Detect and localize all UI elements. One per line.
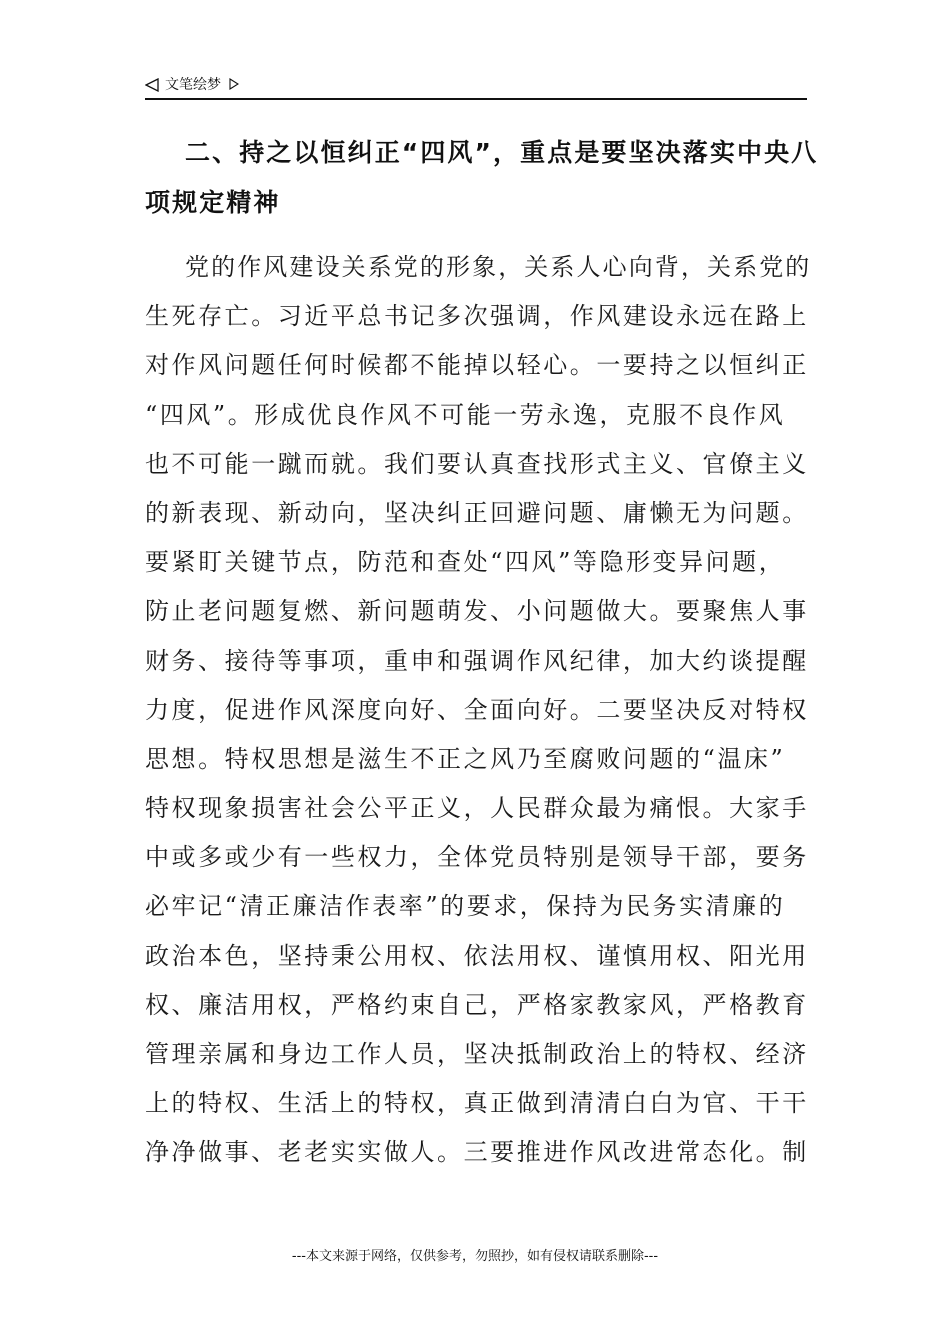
body-paragraph xyxy=(145,243,810,1178)
paragraph-line: 必牢记“清正廉洁作表率”的要求，保持为民务实清廉的 xyxy=(145,892,786,921)
paragraph-line: 生死存亡。习近平总书记多次强调，作风建设永远在路上 xyxy=(145,302,809,331)
heading-line: 二、持之以恒纠正“四风”，重点是要坚决落实中央八 xyxy=(185,138,819,167)
paragraph-line: 对作风问题任何时候都不能掉以轻心。一要持之以恒纠正 xyxy=(145,351,809,380)
section-heading xyxy=(145,128,819,228)
paragraph-line: 也不可能一蹴而就。我们要认真查找形式主义、官僚主义 xyxy=(145,449,809,478)
paragraph-line: 特权现象损害社会公平正义，人民群众最为痛恨。大家手 xyxy=(145,794,809,823)
triangle-left-icon xyxy=(145,78,159,92)
page-header xyxy=(145,72,807,100)
paragraph-line: 上的特权、生活上的特权，真正做到清清白白为官、干干 xyxy=(145,1089,809,1118)
header-title: 文笔绘梦 xyxy=(165,77,221,93)
paragraph-line: 防止老问题复燃、新问题萌发、小问题做大。要聚焦人事 xyxy=(145,597,809,626)
paragraph-line: 权、廉洁用权，严格约束自己，严格家教家风，严格教育 xyxy=(145,990,809,1019)
paragraph-line: “四风”。形成优良作风不可能一劳永逸，克服不良作风 xyxy=(145,400,786,429)
footer-disclaimer: ---本文来源于网络，仅供参考，勿照抄，如有侵权请联系删除--- xyxy=(291,1249,659,1264)
paragraph-line: 净净做事、老老实实做人。三要推进作风改进常态化。制 xyxy=(145,1138,809,1167)
paragraph-line: 的新表现、新动向，坚决纠正回避问题、庸懒无为问题。 xyxy=(145,498,809,527)
paragraph-line: 党的作风建设关系党的形象，关系人心向背，关系党的 xyxy=(185,253,812,281)
paragraph-line: 力度，促进作风深度向好、全面向好。二要坚决反对特权 xyxy=(145,695,809,724)
paragraph-line: 中或多或少有一些权力，全体党员特别是领导干部，要务 xyxy=(145,843,809,872)
heading-line: 项规定精神 xyxy=(145,188,281,217)
paragraph-line: 政治本色，坚持秉公用权、依法用权、谨慎用权、阳光用 xyxy=(145,941,809,970)
paragraph-line: 管理亲属和身边工作人员，坚决抵制政治上的特权、经济 xyxy=(145,1040,809,1068)
triangle-right-icon xyxy=(229,78,243,92)
paragraph-line: 财务、接待等事项，重申和强调作风纪律，加大约谈提醒 xyxy=(145,646,809,675)
paragraph-line: 思想。特权思想是滋生不正之风乃至腐败问题的“温床” xyxy=(145,744,786,773)
paragraph-line: 要紧盯关键节点，防范和查处“四风”等隐形变异问题， xyxy=(145,548,786,577)
